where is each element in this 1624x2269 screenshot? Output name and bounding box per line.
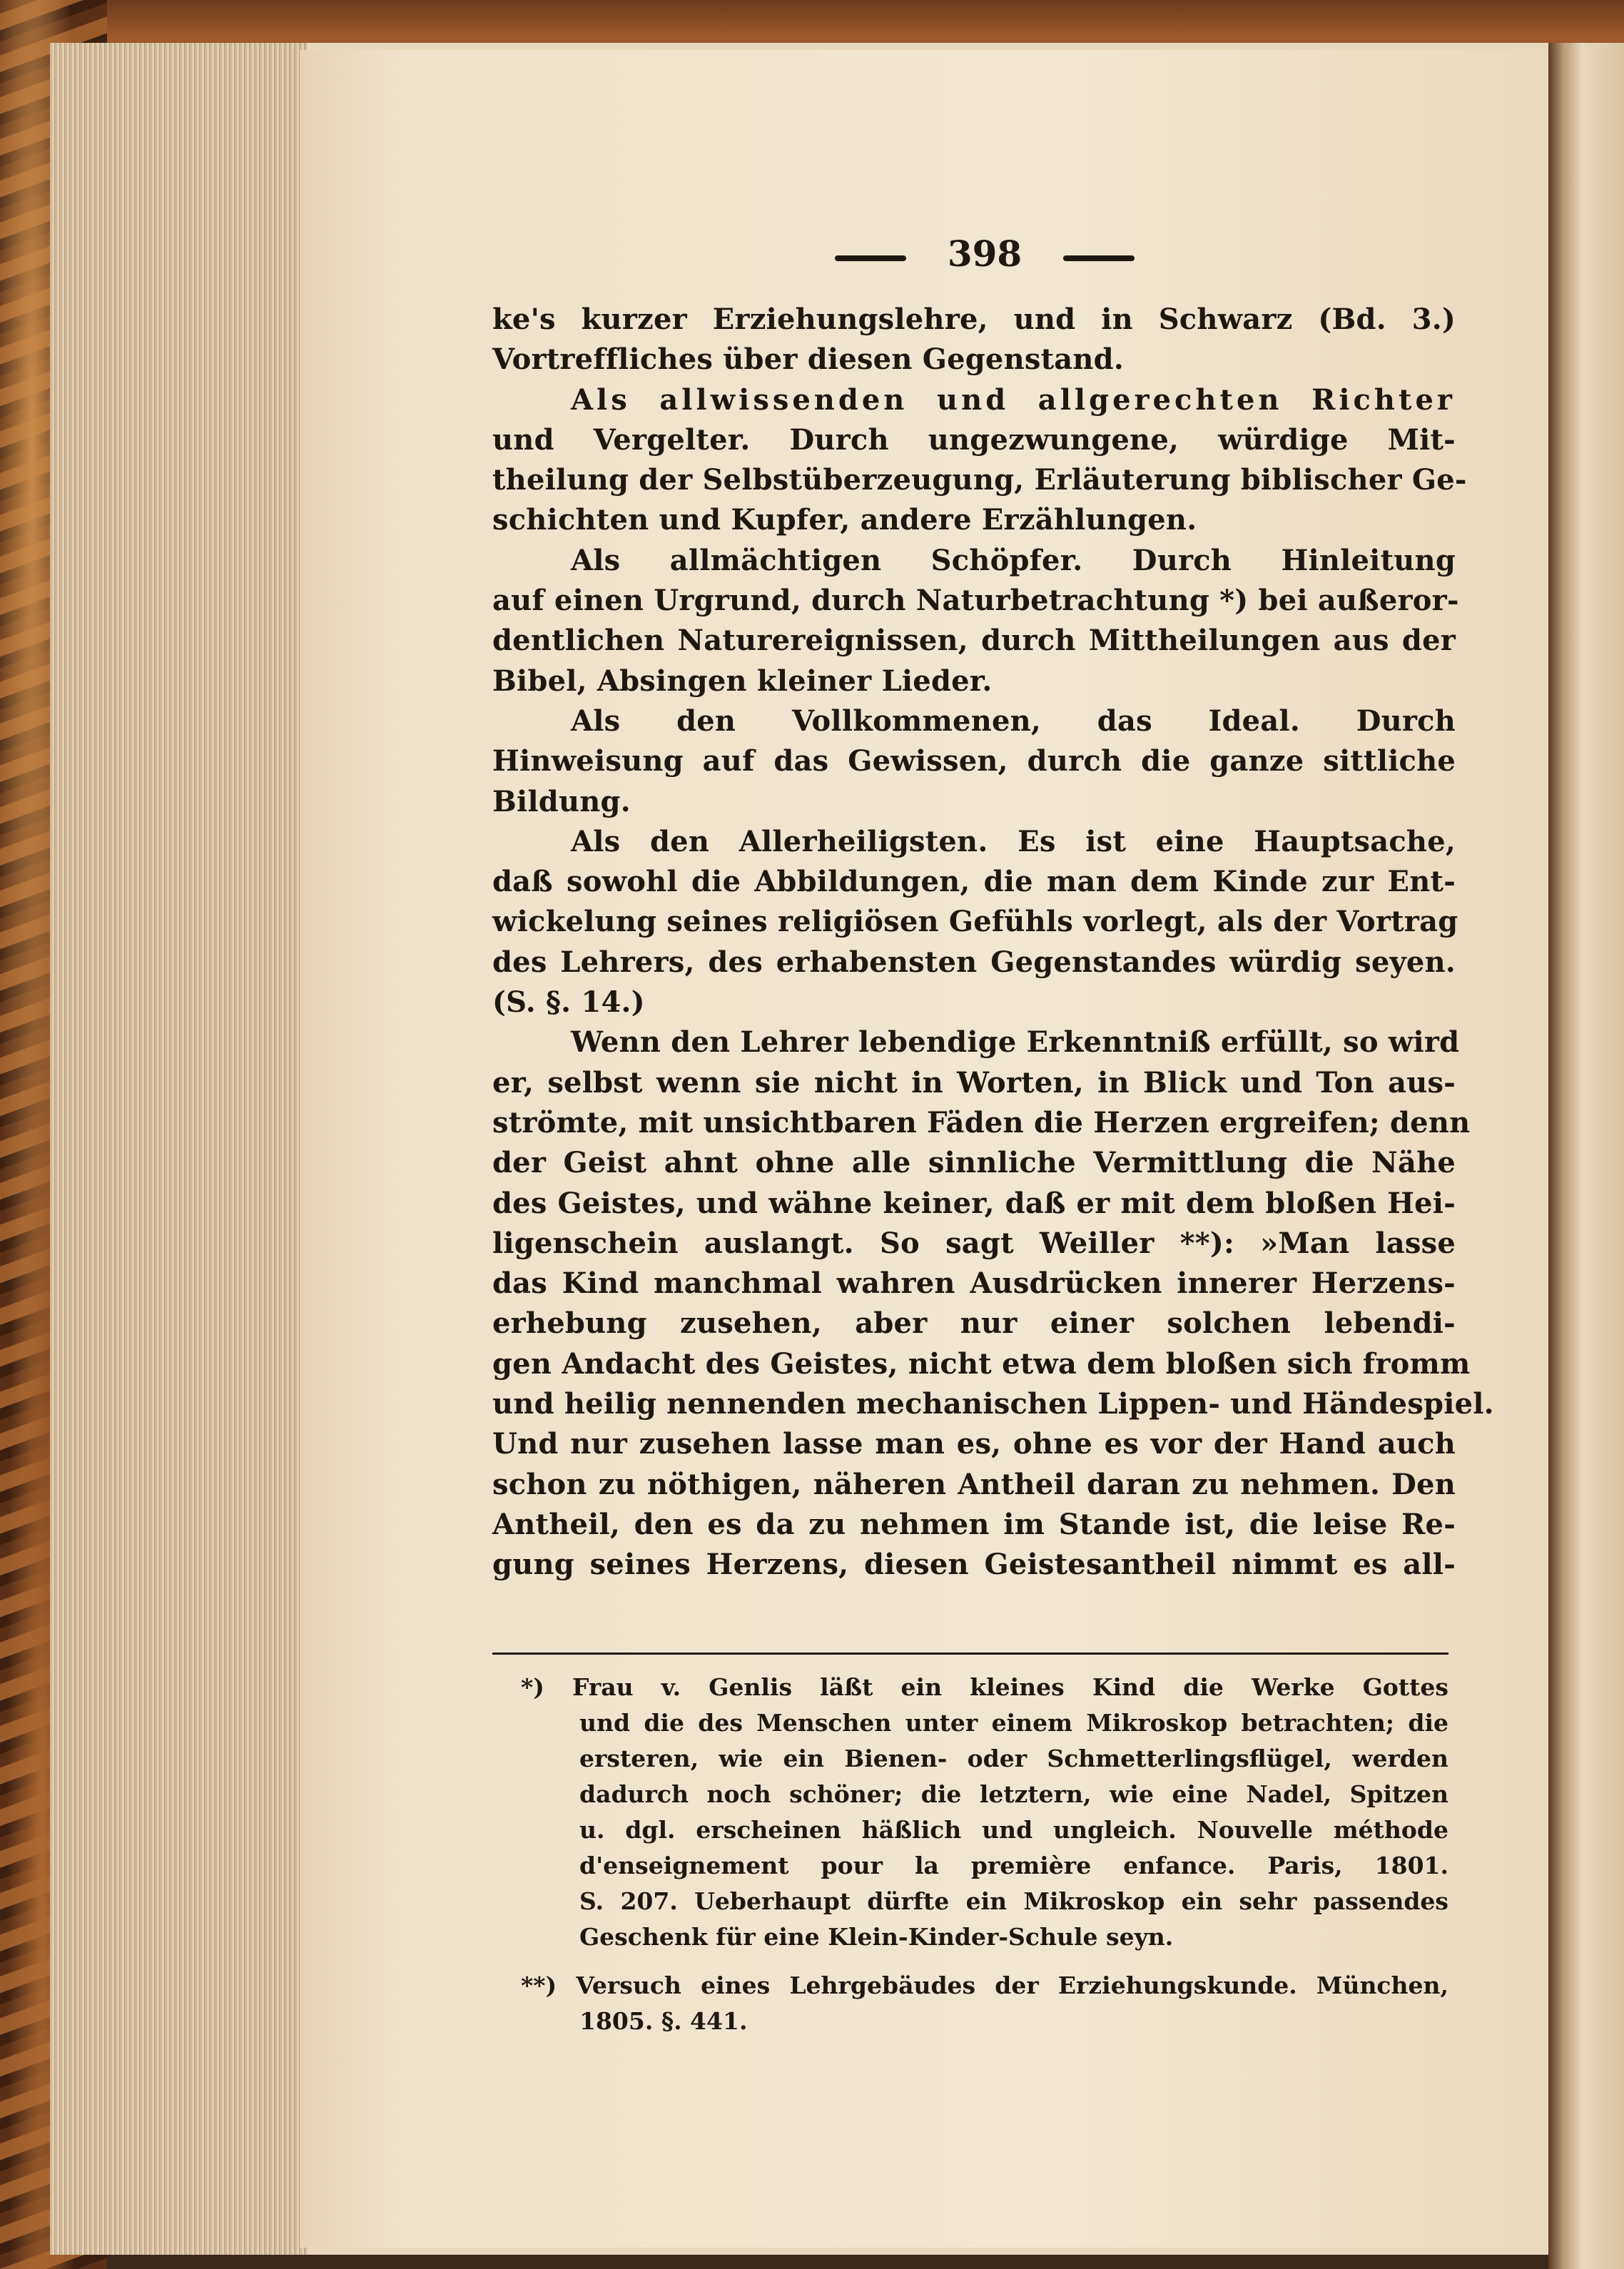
text-line: Und nur zusehen lasse man es, ohne es vor der Hand auch [492, 1427, 1456, 1461]
text-line: Hinweisung auf das Gewissen, durch die ganze sittliche [492, 744, 1456, 778]
footnote-line: Geschenk für eine Klein-Kinder-Schule seyn. [579, 1923, 1174, 1951]
text-line: schichten und Kupfer, andere Erzählungen. [492, 503, 1197, 537]
text-line: der Geist ahnt ohne alle sinnliche Vermittlung die Nähe [492, 1146, 1456, 1180]
text-line: und heilig nennenden mechanischen Lippen- und Händespiel. [492, 1387, 1494, 1421]
text-line: dentlichen Naturereignissen, durch Mittheilungen aus der [492, 624, 1456, 658]
footnote-line: dadurch noch schöner; die letztern, wie eine Nadel, Spitzen [579, 1780, 1448, 1808]
header-ornament-right [1063, 255, 1135, 261]
text-line: Antheil, den es da zu nehmen im Stande ist, die leise Re- [492, 1507, 1456, 1541]
footnote-line: **) Versuch eines Lehrgebäudes der Erziehungskunde. München, [521, 1971, 1448, 1999]
text-line: strömte, mit unsichtbaren Fäden die Herzen ergreifen; denn [492, 1105, 1471, 1139]
text-line: ligenschein auslangt. So sagt Weiller **): »Man lasse [492, 1226, 1456, 1260]
text-line: ke's kurzer Erziehungslehre, und in Schwarz (Bd. 3.) [492, 303, 1456, 336]
text-line: Bildung. [492, 784, 631, 818]
page-number: 398 [947, 233, 1022, 275]
footnote-rule [492, 1653, 1448, 1655]
text-line: wickelung seines religiösen Gefühls vorlegt, als der Vortrag [492, 905, 1458, 939]
text-line: Bibel, Absingen kleiner Lieder. [492, 664, 993, 698]
text-line: schon zu nöthigen, näheren Antheil daran zu nehmen. Den [492, 1467, 1456, 1501]
text-line: Als allwissenden und allgerechten Richter [571, 382, 1456, 417]
page-header [835, 227, 1135, 284]
footnote-line: u. dgl. erscheinen häßlich und ungleich. Nouvelle méthode [579, 1816, 1448, 1844]
footnote-line: und die des Menschen unter einem Mikroskop betrachten; die [579, 1709, 1448, 1737]
text-line: (S. §. 14.) [492, 985, 645, 1020]
text-line: daß sowohl die Abbildungen, die man dem Kinde zur Ent- [492, 865, 1456, 899]
stacked-page-edges [50, 43, 307, 2255]
footnote-line: ersteren, wie ein Bienen- oder Schmetterlingsflügel, werden [579, 1745, 1448, 1772]
text-line: theilung der Selbstüberzeugung, Erläuterung biblischer Ge- [492, 463, 1467, 497]
footnotes [521, 1670, 1448, 2039]
text-line: des Lehrers, des erhabensten Gegenstandes würdig seyen. [492, 945, 1456, 979]
text-line: Als den Allerheiligsten. Es ist eine Hauptsache, [571, 824, 1456, 858]
text-line: Wenn den Lehrer lebendige Erkenntniß erfüllt, so wird [571, 1025, 1460, 1060]
text-line: gung seines Herzens, diesen Geistesantheil nimmt es all- [492, 1548, 1456, 1582]
footnote-line: 1805. §. 441. [579, 2007, 748, 2035]
footnote-line: *) Frau v. Genlis läßt ein kleines Kind die Werke Gottes [521, 1673, 1448, 1701]
footnote-line: S. 207. Ueberhaupt dürfte ein Mikroskop ein sehr passendes [579, 1887, 1448, 1915]
text-line: erhebung zusehen, aber nur einer solchen lebendi- [492, 1306, 1456, 1341]
text-line: Als den Vollkommenen, das Ideal. Durch [571, 704, 1456, 738]
text-line: das Kind manchmal wahren Ausdrücken innerer Herzens- [492, 1267, 1456, 1301]
book-gutter [1548, 43, 1624, 2269]
text-line: er, selbst wenn sie nicht in Worten, in Blick und Ton aus- [492, 1065, 1456, 1100]
text-line: auf einen Urgrund, durch Naturbetrachtung *) bei außeror- [492, 584, 1459, 618]
text-line: Als allmächtigen Schöpfer. Durch Hinleitung [571, 543, 1456, 577]
text-line: des Geistes, und wähne keiner, daß er mit dem bloßen Hei- [492, 1186, 1456, 1220]
text-line: Vortreffliches über diesen Gegenstand. [492, 342, 1124, 377]
footnote-gap [521, 1955, 1448, 1968]
body-text [492, 300, 1494, 1585]
text-line: und Vergelter. Durch ungezwungene, würdige Mit- [492, 422, 1456, 457]
text-line: gen Andacht des Geistes, nicht etwa dem bloßen sich fromm [492, 1346, 1471, 1381]
footnote-line: d'enseignement pour la première enfance. Paris, 1801. [579, 1852, 1448, 1879]
